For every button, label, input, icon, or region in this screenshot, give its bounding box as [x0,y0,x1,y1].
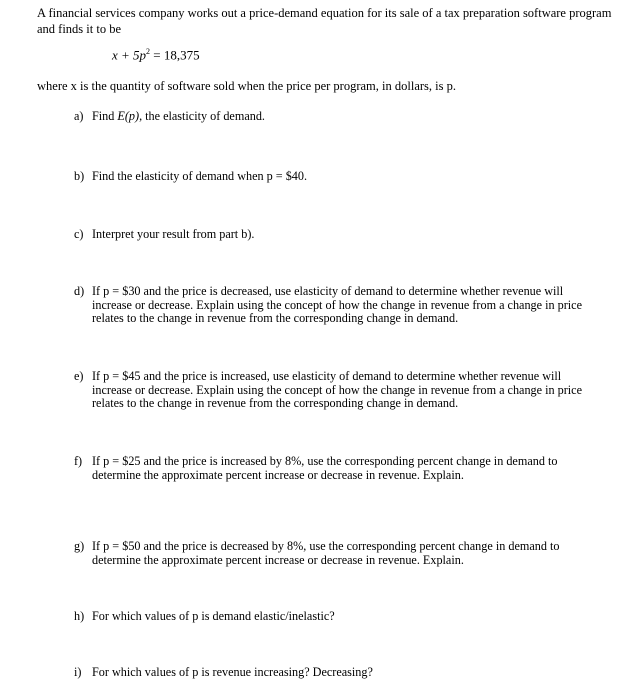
question-label: c) [74,227,84,241]
question-g [74,540,604,567]
question-text: For which values of p is demand elastic/inelastic? [92,609,335,623]
question-c [74,228,604,242]
question-text: If p = $30 and the price is decreased, use elasticity of demand to determine whether revenue will increase or decrease. Explain using the concept of how the change in revenue from a change in price relates to the change in revenue from the corresponding change in demand. [92,284,582,325]
question-label: a) [74,109,84,123]
question-label: b) [74,169,85,183]
question-text: For which values of p is revenue increasing? Decreasing? [92,665,373,679]
question-b [74,170,604,184]
question-text: Interpret your result from part b). [92,227,255,241]
question-label: f) [74,454,83,468]
question-label: e) [74,369,84,383]
question-label: g) [74,539,85,553]
equation-lhs: x + 5p [112,47,147,63]
variable-definition: where x is the quantity of software sold when the price per program, in dollars, is p. [37,79,456,93]
question-label: h) [74,609,85,623]
price-demand-equation [112,47,200,63]
question-text: If p = $45 and the price is increased, use elasticity of demand to determine whether revenue will increase or decrease. Explain using the concept of how the change in revenue from a change in price relates to the change in revenue from the corresponding change in demand. [92,369,582,410]
elasticity-function: E(p) [117,109,140,123]
question-text: If p = $25 and the price is increased by 8%, use the corresponding percent change in demand to determine the approximate percent increase or decrease in revenue. Explain. [92,454,558,482]
question-text: If p = $50 and the price is decreased by 8%, use the corresponding percent change in demand to determine the approximate percent increase or decrease in revenue. Explain. [92,539,560,567]
question-a [74,110,604,124]
question-text: Find the elasticity of demand when p = $40. [92,169,308,183]
problem-intro: A financial services company works out a price-demand equation for its sale of a tax preparation software program and finds it to be [37,6,612,36]
question-d [74,285,604,326]
question-label: d) [74,284,85,298]
question-text: , the elasticity of demand. [139,109,265,123]
question-label: i) [74,665,82,679]
question-i [74,666,604,680]
question-e [74,370,604,411]
equation-exponent: 2 [146,47,151,56]
question-h [74,610,604,624]
equation-rhs: = 18,375 [153,47,200,63]
question-text: Find [92,109,118,123]
question-f [74,455,604,482]
